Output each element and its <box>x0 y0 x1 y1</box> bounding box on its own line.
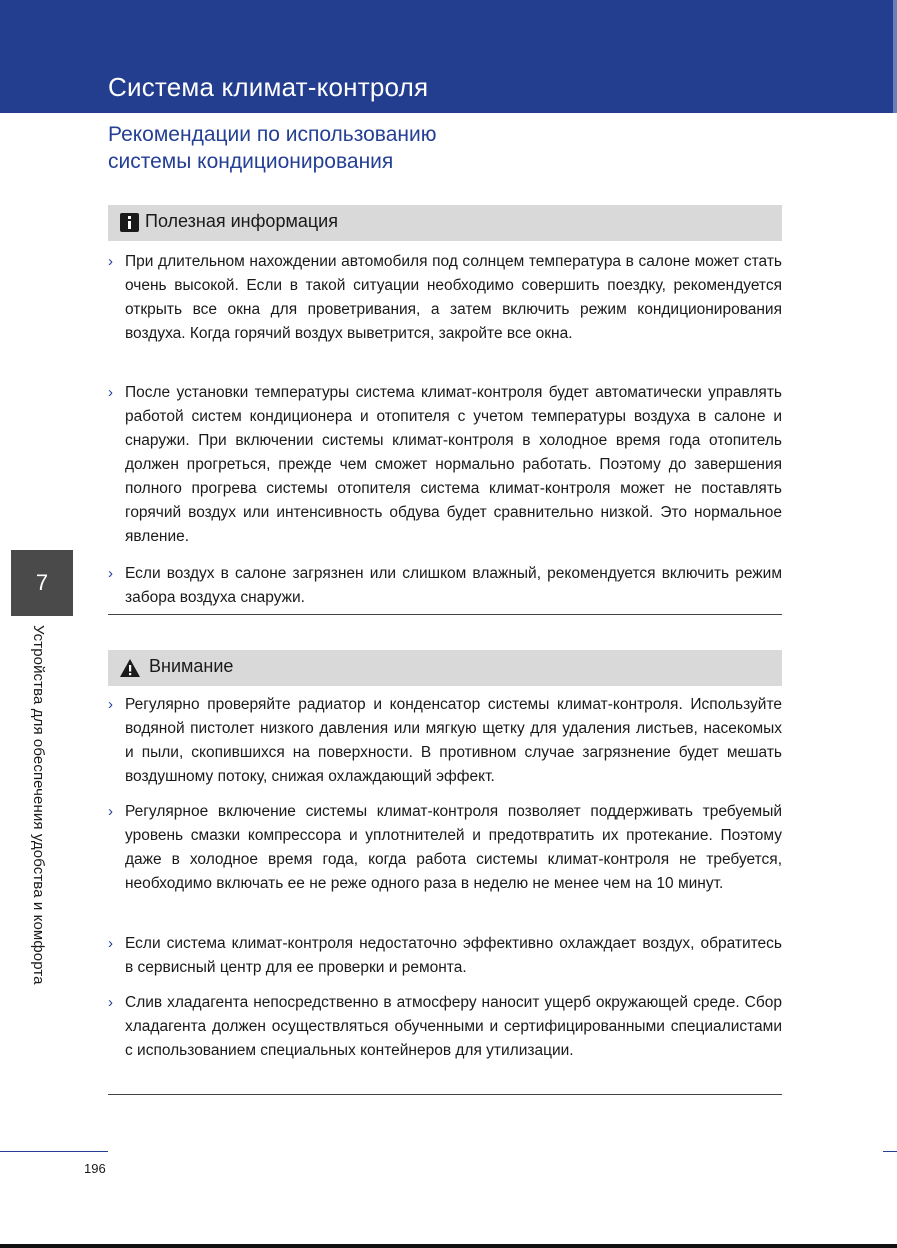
bullet-marker: › <box>108 696 113 713</box>
footer-rule <box>0 1151 108 1152</box>
list-item <box>108 991 782 1063</box>
section-subtitle <box>108 121 788 175</box>
bullet-marker: › <box>108 994 113 1011</box>
list-item-text: После установки температуры система климат-контроля будет автоматически управлять работой систем кондиционера и отопителя с учетом температуры воздуха в салоне и снаружи. При включении системы климат-контроля в холодное время года отопитель должен прогреться, прежде чем сможет нормально работать. Поэтому до завершения полного прогрева системы отопителя система климат-контроля может не поставлять горячий воздух или интенсивность обдува будет сравнительно низкой. Это нормальное явление. <box>125 384 782 545</box>
list-item <box>108 250 782 346</box>
bullet-marker: › <box>108 935 113 952</box>
info-section-title: Полезная информация <box>145 211 338 231</box>
section-divider <box>108 1094 782 1095</box>
info-section-header <box>108 205 782 241</box>
info-icon <box>120 213 139 232</box>
subtitle-line-1: Рекомендации по использованию <box>108 123 437 146</box>
bullet-marker: › <box>108 253 113 270</box>
list-item-text: Если система климат-контроля недостаточно эффективно охлаждает воздух, обратитесь в сервисный центр для ее проверки и ремонта. <box>125 935 782 976</box>
warning-icon <box>119 658 141 678</box>
list-item-text: Слив хладагента непосредственно в атмосферу наносит ущерб окружающей среде. Сбор хладагента должен осуществляться обученными и сертифицированными специалистами с использованием специальных контейнеров для утилизации. <box>125 994 782 1059</box>
list-item-text: При длительном нахождении автомобиля под солнцем температура в салоне может стать очень высокой. Если в такой ситуации необходимо совершить поездку, рекомендуется открыть все окна для проветривания, а затем включить режим кондиционирования воздуха. Когда горячий воздух выветрится, закройте все окна. <box>125 253 782 342</box>
chapter-tab: 7 <box>11 550 73 616</box>
list-item <box>108 693 782 789</box>
section-divider <box>108 614 782 615</box>
bullet-marker: › <box>108 803 113 820</box>
footer-rule-right <box>883 1151 897 1152</box>
warning-section-title: Внимание <box>149 656 234 676</box>
chapter-label-wrap <box>30 625 56 1015</box>
bullet-marker: › <box>108 565 113 582</box>
list-item-text: Регулярно проверяйте радиатор и конденсатор системы климат-контроля. Используйте водяной пистолет низкого давления или мягкую щетку для удаления листьев, насекомых и пыли, скопившихся на поверхности. В противном случае загрязнение будет мешать воздушному потоку, снижая охлаждающий эффект. <box>125 696 782 785</box>
page-bottom-edge <box>0 1244 897 1248</box>
chapter-title: Устройства для обеспечения удобства и комфорта <box>30 625 47 985</box>
header-edge <box>893 0 897 113</box>
page-number: 196 <box>84 1161 106 1176</box>
list-item <box>108 932 782 980</box>
list-item <box>108 562 782 610</box>
page-title: Система климат-контроля <box>108 72 429 102</box>
bullet-marker: › <box>108 384 113 401</box>
list-item <box>108 800 782 896</box>
list-item-text: Если воздух в салоне загрязнен или слишком влажный, рекомендуется включить режим забора воздуха снаружи. <box>125 565 782 606</box>
list-item <box>108 381 782 549</box>
list-item-text: Регулярное включение системы климат-контроля позволяет поддерживать требуемый уровень смазки компрессора и уплотнителей и предотвратить их протекание. Поэтому даже в холодное время года, когда работа системы климат-контроля не требуется, необходимо включать ее не реже одного раза в неделю не менее чем на 10 минут. <box>125 803 782 892</box>
warning-section-header <box>108 650 782 686</box>
subtitle-line-2: системы кондиционирования <box>108 150 394 173</box>
